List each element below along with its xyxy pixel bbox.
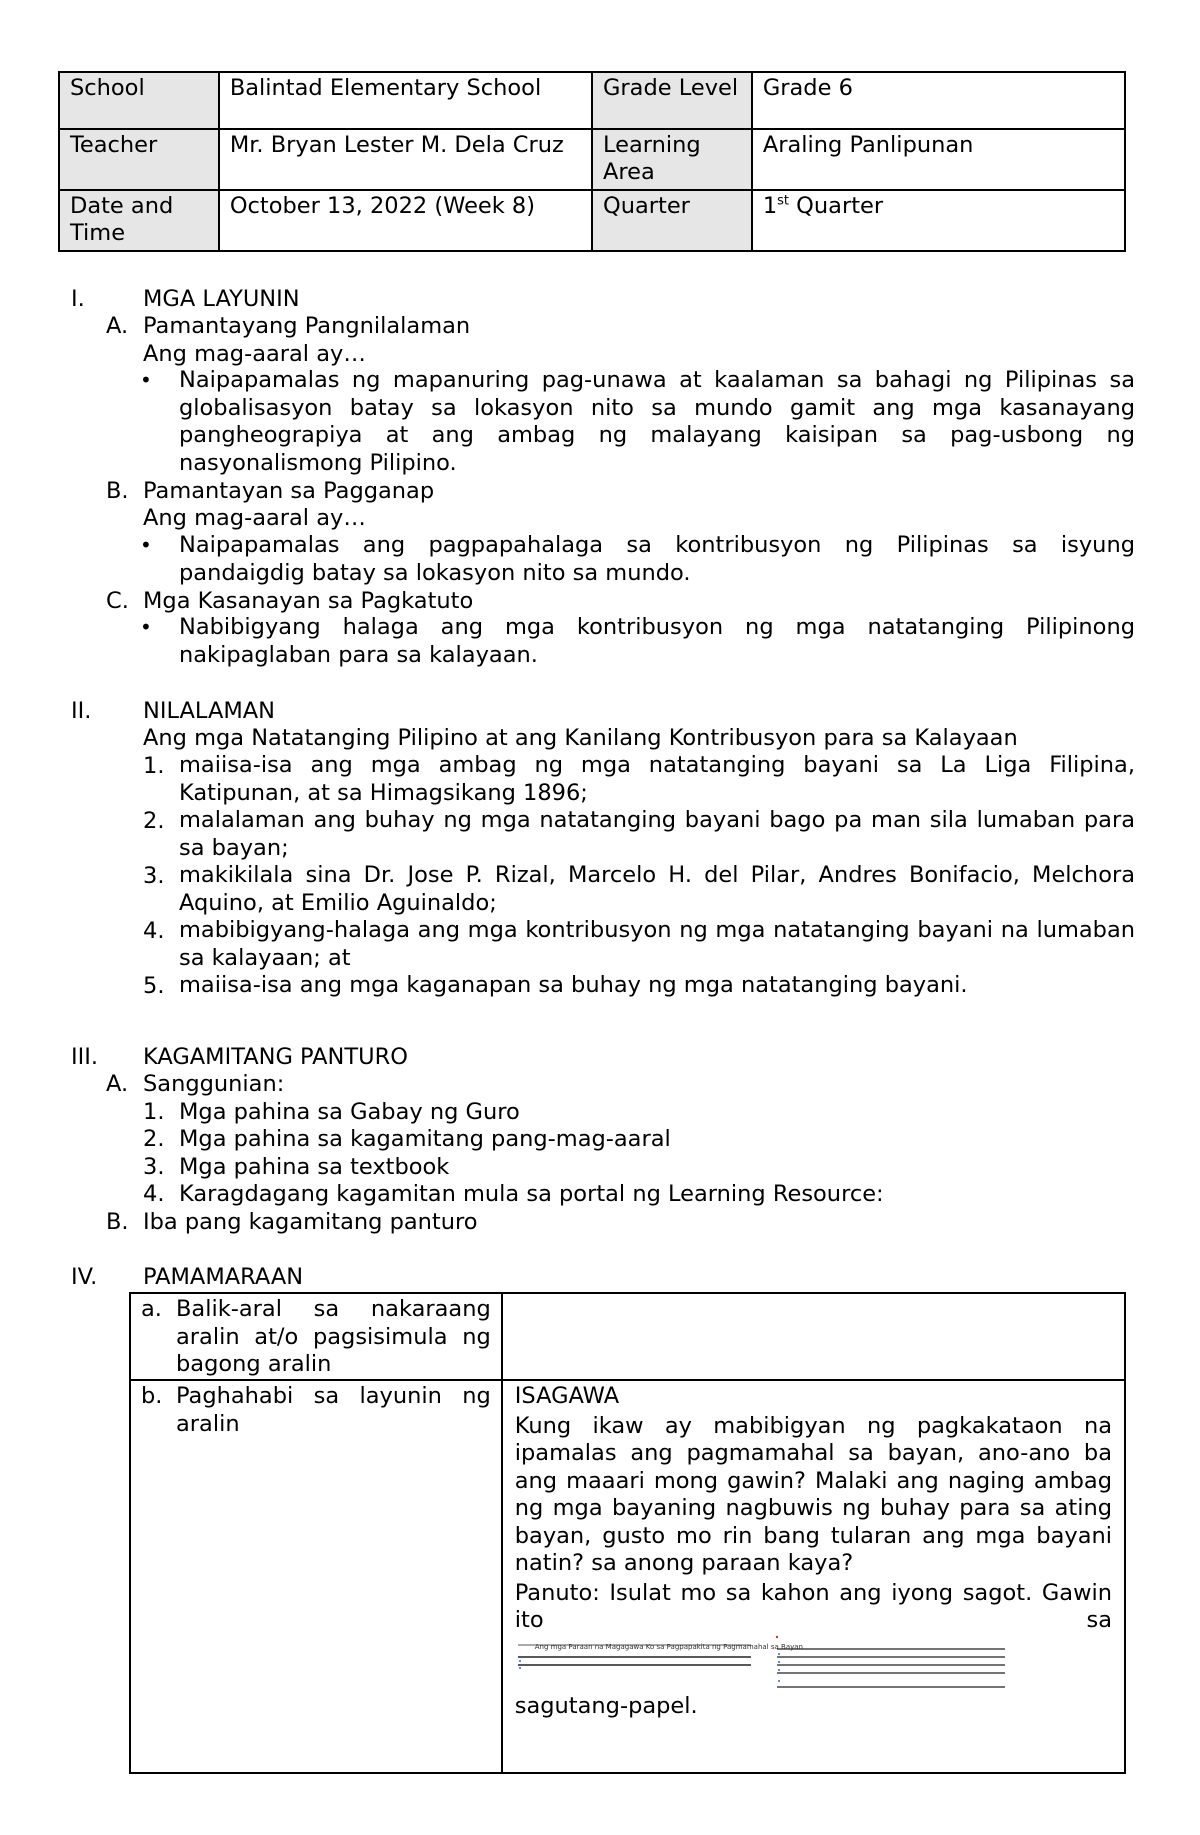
- s2-item-number: 1.: [143, 753, 165, 779]
- school-value: Balintad Elementary School: [219, 72, 592, 129]
- section-1-title: MGA LAYUNIN: [143, 286, 300, 312]
- date-value: October 13, 2022 (Week 8): [219, 190, 592, 251]
- area-value: Araling Panlipunan: [752, 129, 1125, 190]
- row-b-content-cell: [502, 1380, 1125, 1773]
- sagutang-papel: sagutang-papel.: [514, 1692, 698, 1719]
- row-b-label-cell: [130, 1380, 502, 1773]
- s1-a-intro: Ang mag-aaral ay…: [143, 341, 366, 367]
- s1-a-title: Pamantayang Pangnilalaman: [143, 313, 471, 339]
- s2-item-5: maiisa-isa ang mga kaganapan sa buhay ng mga natatanging bayani.: [179, 972, 968, 998]
- isagawa-text: Kung ikaw ay mabibigyan ng pagkakataon na ipamalas ang pagmamahal sa bayan, ano-ano ba ang maaari mong gawin? Malaki ang naging ambag ng mga bayaning nagbuwis ng buhay para sa ating bayan, gusto mo rin bang tularan ang mga bayani natin? sa anong paraan kaya?: [514, 1412, 1112, 1576]
- s1-c-bullet-text: Nabibigyang halaga ang mga kontribusyon ng mga natatanging Pilipinong nakipaglaban para sa kalayaan.: [179, 614, 1135, 668]
- s1-c-letter: C.: [106, 588, 129, 614]
- date-label: Date and Time: [59, 190, 219, 251]
- s3-item-number: 2.: [143, 1126, 165, 1152]
- section-1-number: I.: [71, 286, 85, 312]
- s3-b-title: Iba pang kagamitang panturo: [143, 1209, 478, 1235]
- bullet-icon: •: [140, 615, 152, 639]
- s1-b-letter: B.: [106, 478, 129, 504]
- section-4-number: IV.: [71, 1264, 98, 1290]
- row-b-key: b.: [141, 1383, 163, 1409]
- section-2-title: NILALAMAN: [143, 698, 275, 724]
- s1-b-title: Pamantayan sa Pagganap: [143, 478, 435, 504]
- row-a-content-cell: [502, 1293, 1125, 1380]
- s1-b-bullet-text: Naipapamalas ang pagpapahalaga sa kontribusyon ng Pilipinas sa isyung pandaigdig batay sa lokasyon nito sa mundo.: [179, 532, 1135, 586]
- section-2-number: II.: [71, 698, 92, 724]
- teacher-value: Mr. Bryan Lester M. Dela Cruz: [219, 129, 592, 190]
- section-2-subtitle: Ang mga Natatanging Pilipino at ang Kanilang Kontribusyon para sa Kalayaan: [143, 725, 1018, 751]
- s1-a-bullet-text: Naipapamalas ng mapanuring pag-unawa at kaalaman sa bahagi ng Pilipinas sa globalisasyon batay sa lokasyon nito sa mundo gamit ang mga kasanayang pangheograpiya at ang ambag ng malayang kaisipan sa pag-usbong ng nasyonalismong Pilipino.: [179, 367, 1135, 476]
- s2-item-number: 3.: [143, 863, 165, 889]
- s3-item-number: 3.: [143, 1154, 165, 1180]
- s2-item-2: malalaman ang buhay ng mga natatanging bayani bago pa man sila lumaban para sa bayan;: [179, 807, 1135, 861]
- answer-sheet-caption: Ang mga Paraan na Magagawa Ko sa Pagpapakita ng Pagmamahal sa Bayan: [534, 1642, 803, 1651]
- s3-a-title: Sanggunian:: [143, 1071, 285, 1097]
- s2-item-number: 5.: [143, 973, 165, 999]
- procedure-table: [129, 1292, 1126, 1774]
- row-a-key: a.: [141, 1296, 162, 1322]
- s3-item-2: Mga pahina sa kagamitang pang-mag-aaral: [179, 1126, 671, 1152]
- s2-item-number: 2.: [143, 808, 165, 834]
- s3-item-4: Karagdagang kagamitan mula sa portal ng Learning Resource:: [179, 1181, 884, 1207]
- s2-item-3: makikilala sina Dr. Jose P. Rizal, Marcelo H. del Pilar, Andres Bonifacio, Melchora Aquino, at Emilio Aguinaldo;: [179, 862, 1135, 916]
- s2-item-number: 4.: [143, 918, 165, 944]
- grade-value: Grade 6: [752, 72, 1125, 129]
- s1-c-title: Mga Kasanayan sa Pagkatuto: [143, 588, 474, 614]
- section-3-title: KAGAMITANG PANTURO: [143, 1044, 408, 1070]
- s1-b-intro: Ang mag-aaral ay…: [143, 505, 366, 531]
- panuto-text: Panuto: Isulat mo sa kahon ang iyong sagot. Gawin ito sa: [514, 1579, 1112, 1633]
- s1-a-letter: A.: [106, 313, 129, 339]
- s3-item-number: 1.: [143, 1099, 165, 1125]
- row-a-label: Balik-aral sa nakaraang aralin at/o pagsisimula ng bagong aralin: [176, 1296, 491, 1377]
- quarter-label: Quarter: [592, 190, 752, 251]
- isagawa-title: ISAGAWA: [514, 1383, 620, 1409]
- quarter-value: 1st Quarter: [752, 190, 1125, 251]
- s3-item-3: Mga pahina sa textbook: [179, 1154, 450, 1180]
- bullet-icon: •: [140, 533, 152, 557]
- s3-item-1: Mga pahina sa Gabay ng Guro: [179, 1099, 520, 1125]
- grade-label: Grade Level: [592, 72, 752, 129]
- s2-item-4: mabibigyang-halaga ang mga kontribusyon ng mga natatanging bayani na lumaban sa kalayaan; at: [179, 917, 1135, 971]
- section-4-title: PAMAMARAAN: [143, 1264, 304, 1290]
- teacher-label: Teacher: [59, 129, 219, 190]
- row-a-label-cell: [130, 1293, 502, 1380]
- bullet-icon: •: [140, 368, 152, 392]
- area-label: Learning Area: [592, 129, 752, 190]
- row-b-label: Paghahabi sa layunin ng aralin: [176, 1383, 491, 1437]
- answer-sheet-image: [515, 1635, 1124, 1691]
- school-label: School: [59, 72, 219, 129]
- s3-item-number: 4.: [143, 1181, 165, 1207]
- s3-a-letter: A.: [106, 1071, 129, 1097]
- section-3-number: III.: [71, 1044, 99, 1070]
- s3-b-letter: B.: [106, 1209, 129, 1235]
- header-table: [58, 71, 1126, 252]
- s2-item-1: maiisa-isa ang mga ambag ng mga natatanging bayani sa La Liga Filipina, Katipunan, at sa Himagsikang 1896;: [179, 752, 1135, 806]
